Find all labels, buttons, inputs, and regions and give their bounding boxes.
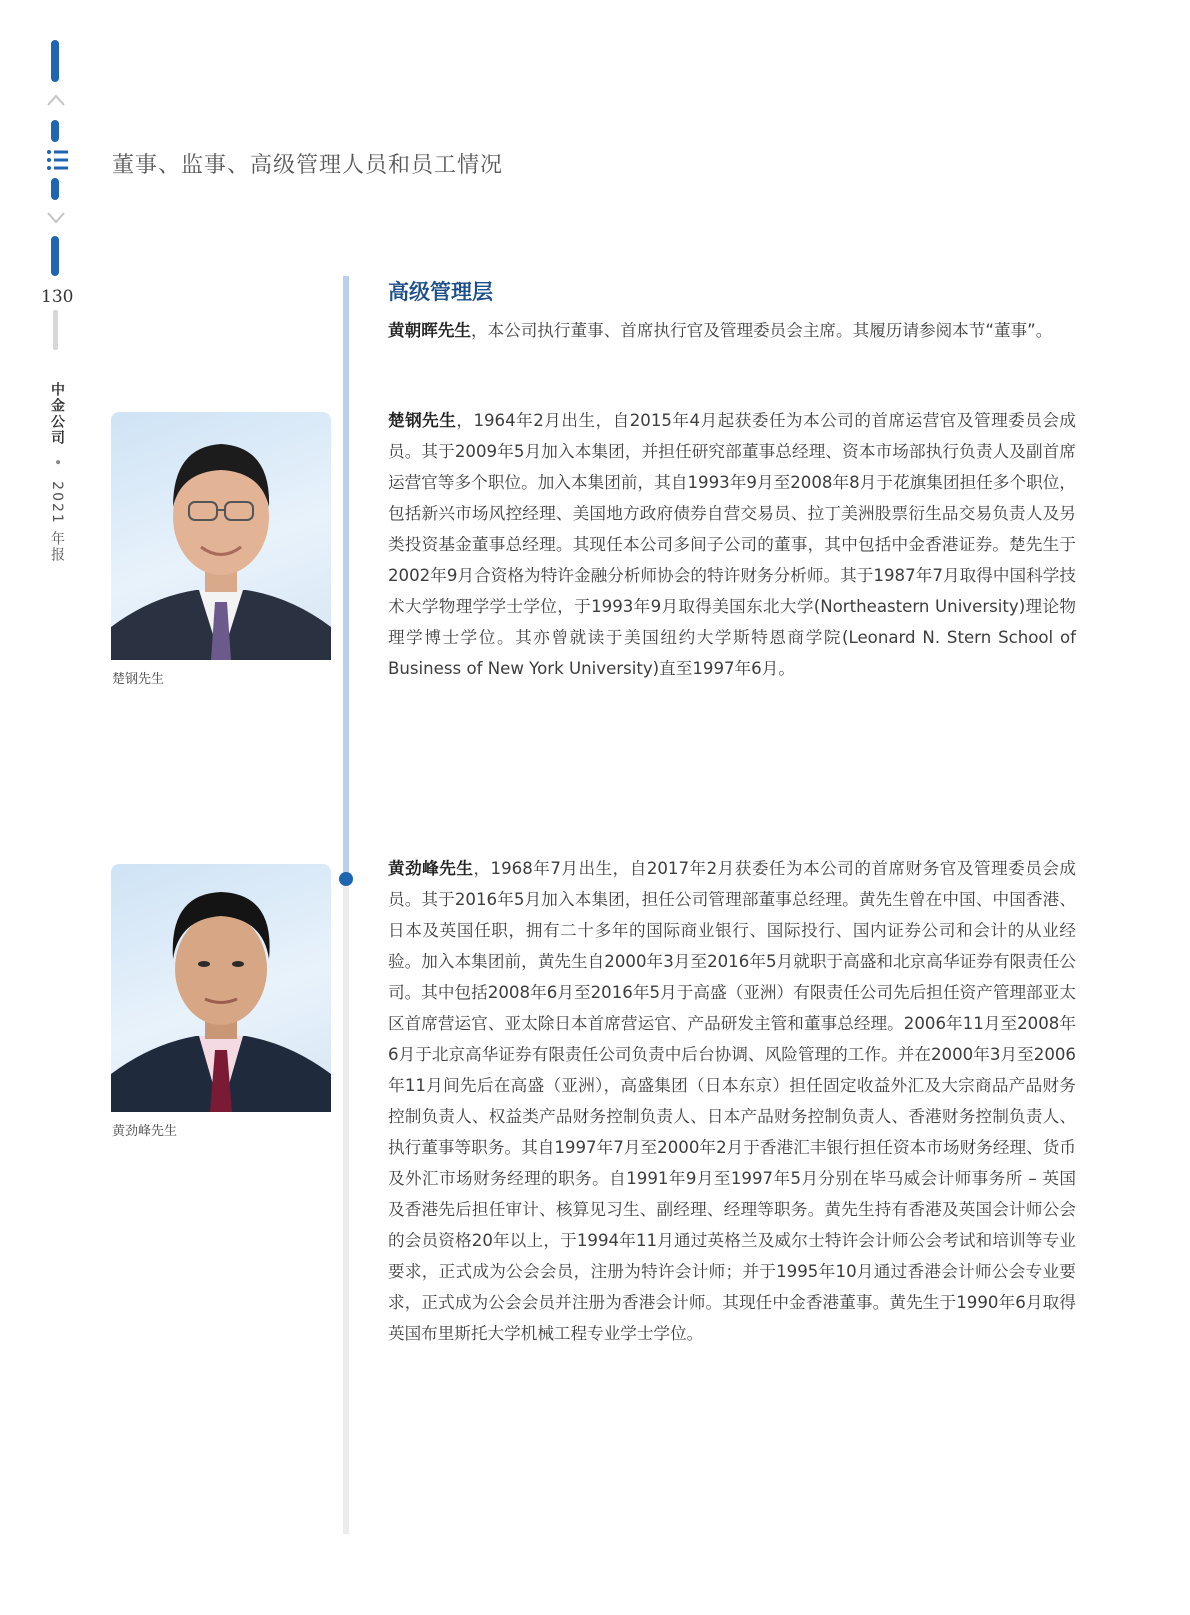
nav-bar-lower <box>51 178 59 200</box>
timeline-node <box>339 872 353 886</box>
menu-list-icon[interactable] <box>46 148 70 172</box>
bio-text: ，1964年2月出生，自2015年4月起获委任为本公司的首席运营官及管理委员会成员。其于2009年5月加入本集团，并担任研究部董事总经理、资本市场部执行负责人及副首席运营官等多个职位。加入本集团前，其自1993年9月至2008年8月于花旗集团担任多个职位，包括新兴市场风控经理、美国地方政府债券自营交易员、拉丁美洲股票衍生品交易负责人及另类投资基金董事总经理。其现任本公司多间子公司的董事，其中包括中金香港证券。楚先生于2002年9月合资格为特许金融分析师协会的特许财务分析师。其于1987年7月取得中国科学技术大学物理学学士学位，于1993年9月取得美国东北大学(Northeastern University)理论物理学博士学位。其亦曾就读于美国纽约大学斯特恩商学院(Leonard N. Stern School of Business of New York University)直至1997年6月。 <box>388 411 1077 678</box>
company-name: 中金公司 <box>49 382 65 446</box>
nav-bar-upper <box>51 120 59 142</box>
bio-text: ，本公司执行董事、首席执行官及管理委员会主席。其履历请参阅本节“董事”。 <box>470 321 1053 340</box>
bio-paragraph-chu-gang <box>388 405 1076 684</box>
nav-bar-top <box>51 40 59 82</box>
photo-caption-chu-gang: 楚钢先生 <box>112 672 165 687</box>
person-name: 黄朝晖先生 <box>388 321 471 340</box>
timeline-line <box>343 276 349 1534</box>
chevron-up-icon[interactable] <box>46 93 66 107</box>
bio-text: ，1968年7月出生，自2017年2月获委任为本公司的首席财务官及管理委员会成员。其于2016年5月加入本集团，担任公司管理部董事总经理。黄先生曾在中国、中国香港、日本及英国任职，拥有二十多年的国际商业银行、国际投行、国内证券公司和会计的从业经验。加入本集团前，黄先生自2000年3月至2016年5月就职于高盛和北京高华证券有限责任公司。其中包括2008年6月至2016年5月于高盛（亚洲）有限责任公司先后担任资产管理部亚太区首席营运官、亚太除日本首席营运官、产品研发主管和董事总经理。2006年11月至2008年6月于北京高华证券有限责任公司负责中后台协调、风险管理的工作。并在2000年3月至2006年11月间先后在高盛（亚洲），高盛集团（日本东京）担任固定收益外汇及大宗商品产品财务控制负责人、权益类产品财务控制负责人、日本产品财务控制负责人、香港财务控制负责人、执行董事等职务。其自1997年7月至2000年2月于香港汇丰银行担任资本市场财务经理、货币及外汇市场财务经理的职务。自1991年9月至1997年5月分别在毕马威会计师事务所 – 英国及香港先后担任审计、核算见习生、副经理、经理等职务。黄先生持有香港及英国会计师公会的会员资格20年以上，于1994年11月通过英格兰及威尔士特许会计师公会考试和培训等专业要求，正式成为公会会员，注册为特许会计师；并于1995年10月通过香港会计师公会专业要求，正式成为公会会员并注册为香港会计师。其现任中金香港董事。黄先生于1990年6月取得英国布里斯托大学机械工程专业学士学位。 <box>388 859 1076 1343</box>
bio-paragraph-huang-zhaohui <box>388 315 1076 346</box>
report-year: 2021 年报 <box>49 481 65 564</box>
nav-bar-bottom <box>51 236 59 276</box>
timeline-highlight <box>343 276 349 880</box>
page-number-divider <box>53 310 58 350</box>
section-title: 董事、监事、高级管理人员和员工情况 <box>112 153 504 178</box>
person-name: 楚钢先生 <box>388 411 457 430</box>
subsection-title: 高级管理层 <box>388 280 493 304</box>
page-number: 130 <box>41 287 74 307</box>
person-name: 黄劲峰先生 <box>388 859 474 878</box>
label-separator: • <box>49 458 65 469</box>
report-label <box>47 382 67 563</box>
chevron-down-icon[interactable] <box>46 211 66 225</box>
portrait-photo-huang-jinfeng <box>111 864 331 1112</box>
portrait-photo-chu-gang <box>111 412 331 660</box>
bio-paragraph-huang-jinfeng <box>388 853 1076 1349</box>
photo-caption-huang-jinfeng: 黄劲峰先生 <box>112 1124 178 1139</box>
